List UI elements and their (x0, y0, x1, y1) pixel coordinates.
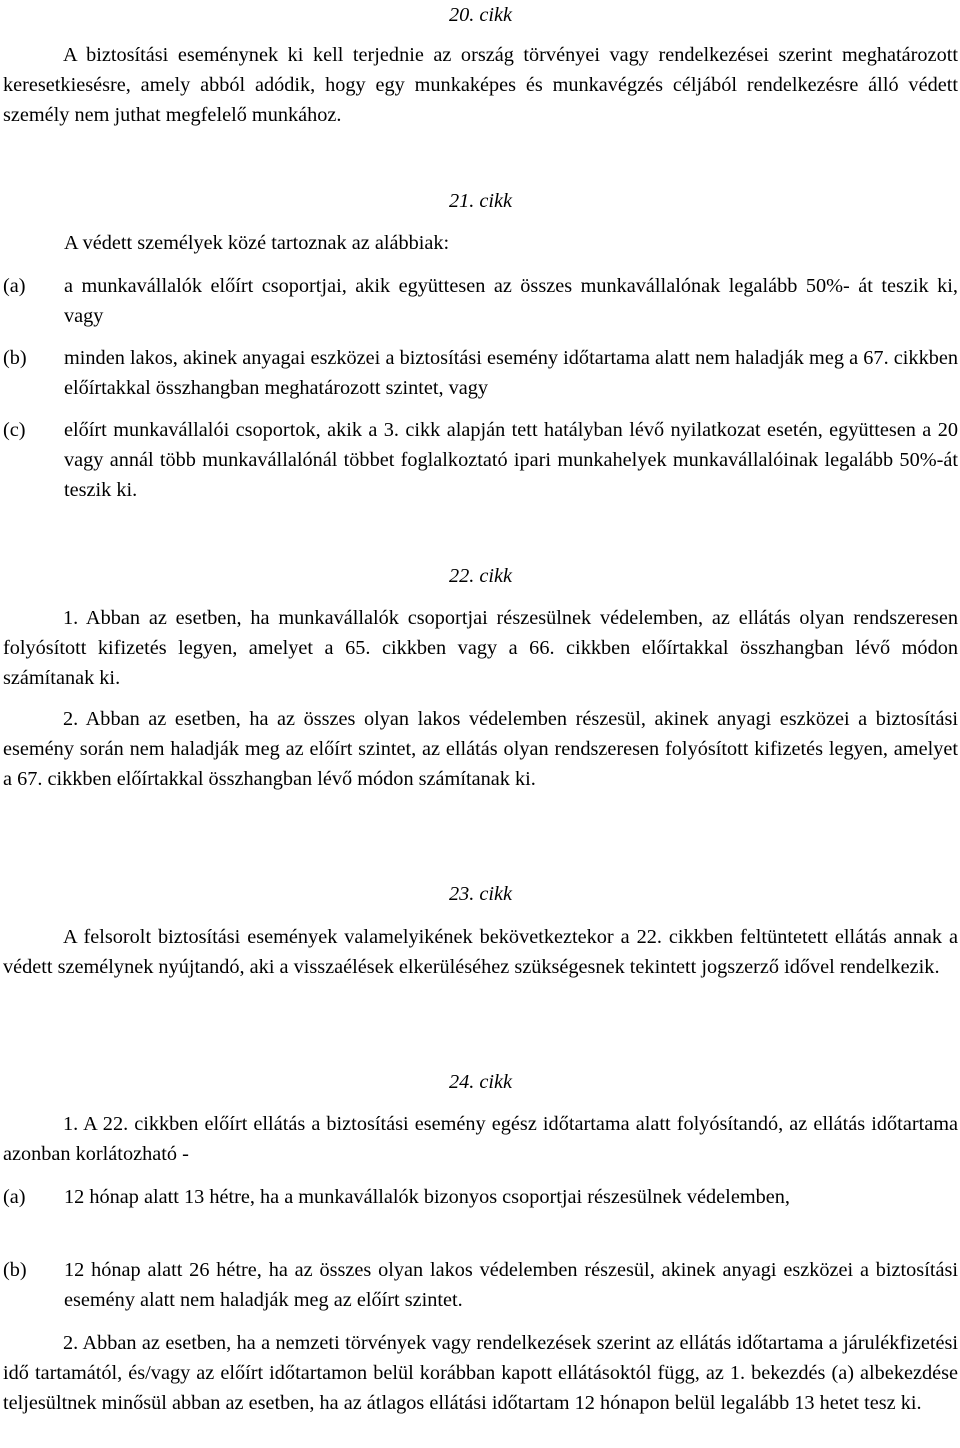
article-24-item-b-text: 12 hónap alatt 26 hétre, ha az összes olyan lakos védelemben részesül, akinek anyagi eszközei a biztosítási esemény alatt nem haladják meg az előírt szintet. (64, 1259, 958, 1311)
article-21-item-b-label: (b) (3, 347, 27, 369)
article-21-item-a-label: (a) (3, 275, 26, 297)
article-24-item-a-text: 12 hónap alatt 13 hétre, ha a munkavállalók bizonyos csoportjai részesülnek védelemben, (64, 1186, 790, 1208)
article-23-text: A felsorolt biztosítási események valamelyikének bekövetkeztekor a 22. cikkben feltüntetett ellátás annak a védett személynek nyújtandó, aki a visszaélések elkerüléséhez szükségesnek tekintett jogszerző idővel rendelkezik. (3, 926, 958, 978)
article-22-heading: 22. cikk (448, 565, 513, 587)
article-24-item-a-label: (a) (3, 1186, 26, 1208)
article-21-item-c-text: előírt munkavállalói csoportok, akik a 3. cikk alapján tett hatályban lévő nyilatkozat esetén, együttesen a 20 vagy annál több munkavállalónál többet foglalkoztató ipari munkahelyek munkavállalóinak legalább 50%-át teszik ki. (64, 419, 958, 501)
article-20-heading: 20. cikk (448, 4, 513, 26)
article-21-heading: 21. cikk (448, 190, 513, 212)
article-22-paragraph-2: 2. Abban az esetben, ha az összes olyan lakos védelemben részesül, akinek anyagi eszközei a biztosítási esemény során nem haladják meg az előírt szintet, az ellátás olyan rendszeresen folyósított kifizetés legyen, amelyet a 67. cikkben előírtakkal összhangban lévő módon számítanak ki. (3, 708, 958, 790)
article-20-text: A biztosítási eseménynek ki kell terjednie az ország törvényei vagy rendelkezései szerint meghatározott keresetkiesésre, amely abból adódik, hogy egy munkaképes és munkavégzés céljából rendelkezésre álló védett személy nem juthat megfelelő munkához. (3, 44, 958, 126)
article-24-paragraph-2: 2. Abban az esetben, ha a nemzeti törvények vagy rendelkezések szerint az ellátás időtartama a járulékfizetési idő tartamától, és/vagy az előírt időtartamon belül korábban kapott ellátásoktól függ, az 1. bekezdés (a) albekezdése teljesültnek minősül abban az esetben, ha az átlagos ellátási időtartam 12 hónapon belül legalább 13 hetet tesz ki. (3, 1332, 958, 1414)
article-23-heading: 23. cikk (448, 883, 513, 905)
article-21-item-a-text: a munkavállalók előírt csoportjai, akik együttesen az összes munkavállalónak legalább 50%- át teszik ki, vagy (64, 275, 958, 327)
article-24-item-b-label: (b) (3, 1259, 27, 1281)
article-21-item-b-text: minden lakos, akinek anyagai eszközei a biztosítási esemény időtartama alatt nem haladják meg a 67. cikkben előírtakkal összhangban meghatározott szintet, vagy (64, 347, 958, 399)
article-24-heading: 24. cikk (448, 1071, 513, 1093)
article-22-paragraph-1: 1. Abban az esetben, ha munkavállalók csoportjai részesülnek védelemben, az ellátás olyan rendszeresen folyósított kifizetés legyen, amelyet a 65. cikkben vagy a 66. cikkben előírtakkal összhangban lévő módon számítanak ki. (3, 607, 958, 689)
article-21-lead: A védett személyek közé tartoznak az alábbiak: (64, 232, 450, 254)
article-24-paragraph-1: 1. A 22. cikkben előírt ellátás a biztosítási esemény egész időtartama alatt folyósítandó, az ellátás időtartama azonban korlátozható - (3, 1113, 958, 1165)
article-21-item-c-label: (c) (3, 419, 26, 441)
